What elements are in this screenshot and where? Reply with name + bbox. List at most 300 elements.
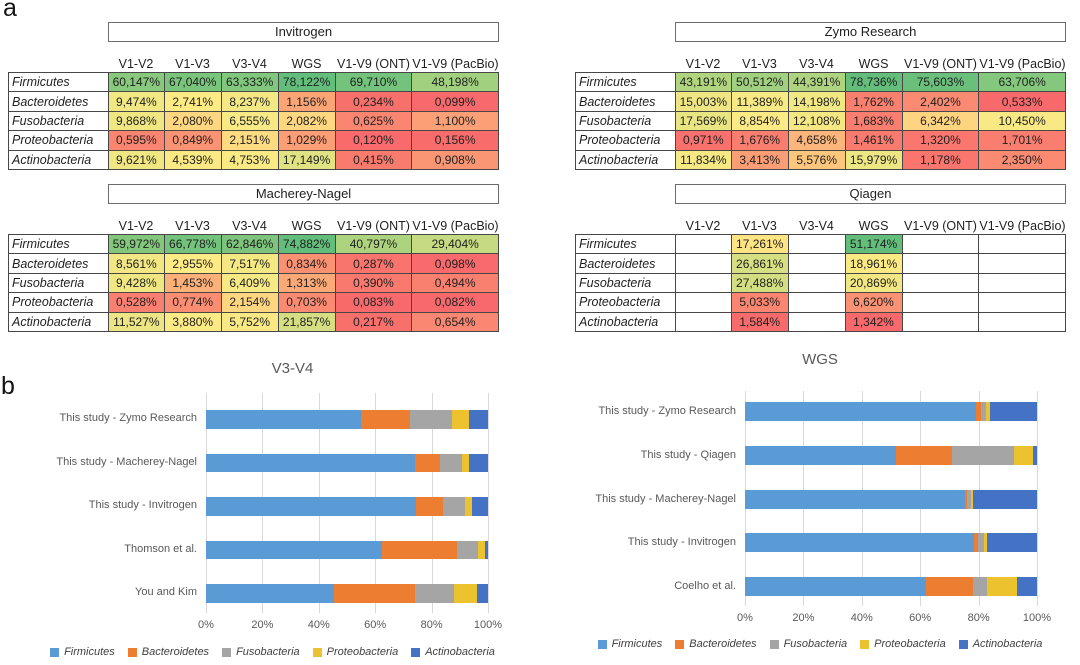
data-grid xyxy=(8,234,499,332)
legend-item xyxy=(128,646,209,658)
table-title: Zymo Research xyxy=(675,22,1066,42)
row-label: Bacteroidetes xyxy=(9,254,109,273)
legend-label: Firmicutes xyxy=(64,646,115,658)
row-label: Actinobacteria xyxy=(576,312,676,331)
value-cell: 1,453% xyxy=(164,273,221,292)
column-header: V1-V2 xyxy=(118,57,154,71)
bar-segment-firmicutes xyxy=(745,490,965,509)
value-cell: 17,569% xyxy=(675,111,731,130)
value-cell: 15,003% xyxy=(675,92,731,111)
value-cell: 78,736% xyxy=(845,73,902,92)
value-cell: 29,404% xyxy=(412,235,499,254)
row-label: Fusobacteria xyxy=(9,111,109,130)
column-header: V3-V4 xyxy=(232,219,267,233)
column-header: V1-V3 xyxy=(742,57,777,71)
value-cell: 1,342% xyxy=(845,312,902,331)
bar-segment-proteobacteria xyxy=(462,454,469,473)
table-row xyxy=(576,235,1066,254)
bar-segment-actinobacteria xyxy=(1033,446,1037,465)
legend-swatch xyxy=(770,640,779,649)
value-cell xyxy=(979,254,1066,273)
row-label: Fusobacteria xyxy=(9,273,109,292)
value-cell: 5,752% xyxy=(221,312,278,331)
value-cell: 0,654% xyxy=(412,312,499,331)
value-cell: 59,972% xyxy=(108,235,164,254)
value-cell: 15,979% xyxy=(845,150,902,169)
value-cell: 14,198% xyxy=(788,92,845,111)
column-header: WGS xyxy=(291,219,322,233)
bar-segment-actinobacteria xyxy=(987,533,1037,552)
table-row xyxy=(576,131,1066,150)
value-cell: 9,428% xyxy=(108,273,164,292)
plot-area xyxy=(56,393,503,631)
value-cell: 63,706% xyxy=(979,73,1066,92)
axis-tick-label: 60% xyxy=(364,619,387,631)
table-row xyxy=(9,131,499,150)
value-cell: 1,676% xyxy=(731,131,788,150)
value-cell: 2,350% xyxy=(979,150,1066,169)
value-cell: 0,120% xyxy=(335,131,412,150)
row-label: Firmicutes xyxy=(9,73,109,92)
bar-segment-bacteroidetes xyxy=(416,497,443,516)
value-cell: 60,147% xyxy=(108,73,164,92)
legend xyxy=(560,638,1080,650)
value-cell: 1,584% xyxy=(731,312,788,331)
value-cell: 1,320% xyxy=(902,131,979,150)
value-cell: 9,474% xyxy=(108,92,164,111)
table-row xyxy=(9,235,499,254)
bar-segment-firmicutes xyxy=(206,410,361,429)
column-header: V1-V9 (ONT) xyxy=(337,219,410,233)
value-cell: 0,098% xyxy=(412,254,499,273)
row-label: Proteobacteria xyxy=(9,131,109,150)
bar-segment-firmicutes xyxy=(745,533,974,552)
bar-segment-firmicutes xyxy=(206,541,382,560)
value-cell xyxy=(979,235,1066,254)
value-cell: 50,512% xyxy=(731,73,788,92)
bar-segment-actinobacteria xyxy=(973,490,1037,509)
bar-segment-bacteroidetes xyxy=(361,410,410,429)
bar-segment-proteobacteria xyxy=(465,497,472,516)
value-cell: 0,533% xyxy=(979,92,1066,111)
plot-area xyxy=(595,391,1052,624)
column-header: WGS xyxy=(291,57,322,71)
value-cell: 5,576% xyxy=(788,150,845,169)
value-cell: 20,869% xyxy=(845,273,902,292)
bar-segment-bacteroidetes xyxy=(896,446,952,465)
value-cell: 75,603% xyxy=(902,73,979,92)
table-row xyxy=(576,111,1066,130)
axis-tick-label: 60% xyxy=(909,612,932,624)
value-cell: 78,122% xyxy=(278,73,335,92)
bar-segment-fusobacteria xyxy=(973,577,988,596)
value-cell: 43,191% xyxy=(675,73,731,92)
stacked-bar xyxy=(745,446,1037,465)
bar-segment-bacteroidetes xyxy=(382,541,457,560)
axis-tick-label: 40% xyxy=(307,619,330,631)
data-grid xyxy=(575,234,1066,332)
stacked-bar xyxy=(206,454,488,473)
value-cell xyxy=(675,293,731,312)
column-header: V1-V9 (ONT) xyxy=(904,57,977,71)
table-title: Qiagen xyxy=(675,184,1066,204)
value-cell xyxy=(979,293,1066,312)
legend-swatch xyxy=(313,648,322,657)
value-cell: 1,313% xyxy=(278,273,335,292)
value-cell: 11,834% xyxy=(675,150,731,169)
value-cell: 6,620% xyxy=(845,293,902,312)
category-label: This study - Zymo Research xyxy=(598,404,736,417)
value-cell: 0,415% xyxy=(335,150,412,169)
category-label: This study - Qiagen xyxy=(640,448,736,461)
column-header: V1-V9 (ONT) xyxy=(337,57,410,71)
column-header: V1-V9 (PacBio) xyxy=(412,57,499,71)
category-label: Coelho et al. xyxy=(674,579,736,592)
axis-tick-label: 100% xyxy=(1022,612,1052,624)
table-title: Invitrogen xyxy=(108,22,499,42)
table-row xyxy=(9,293,499,312)
column-header-row xyxy=(8,213,499,233)
category-label: Thomson et al. xyxy=(124,542,197,555)
bar-segment-firmicutes xyxy=(206,454,415,473)
value-cell: 0,774% xyxy=(164,293,221,312)
value-cell: 21,857% xyxy=(278,312,335,331)
bar-segment-firmicutes xyxy=(745,446,896,465)
value-cell xyxy=(788,235,845,254)
legend-item xyxy=(770,638,848,650)
table-row xyxy=(576,150,1066,169)
axis-tick-label: 100% xyxy=(473,619,503,631)
legend-label: Actinobacteria xyxy=(425,646,495,658)
legend-label: Bacteroidetes xyxy=(689,638,757,650)
value-cell: 0,494% xyxy=(412,273,499,292)
value-cell: 2,154% xyxy=(221,293,278,312)
value-cell: 4,658% xyxy=(788,131,845,150)
value-cell xyxy=(788,312,845,331)
table-row xyxy=(576,273,1066,292)
value-cell: 2,151% xyxy=(221,131,278,150)
stacked-bar xyxy=(745,533,1037,552)
stacked-bar xyxy=(206,410,488,429)
value-cell: 2,082% xyxy=(278,111,335,130)
legend-item xyxy=(222,646,300,658)
value-cell: 2,080% xyxy=(164,111,221,130)
value-cell xyxy=(788,254,845,273)
axis-tick-label: 0% xyxy=(737,612,753,624)
value-cell: 26,861% xyxy=(731,254,788,273)
table-row xyxy=(576,254,1066,273)
value-cell: 8,561% xyxy=(108,254,164,273)
panel-label-b: b xyxy=(1,372,15,400)
legend-swatch xyxy=(128,648,137,657)
bar-segment-proteobacteria xyxy=(452,410,468,429)
row-label: Fusobacteria xyxy=(576,273,676,292)
row-label: Firmicutes xyxy=(9,235,109,254)
value-cell: 11,527% xyxy=(108,312,164,331)
bar-segment-firmicutes xyxy=(745,577,926,596)
axis-tick-label: 80% xyxy=(420,619,443,631)
value-cell: 0,703% xyxy=(278,293,335,312)
chart-v3-v4 xyxy=(0,350,545,665)
bar-segment-actinobacteria xyxy=(469,410,488,429)
bar-segment-actinobacteria xyxy=(990,402,1037,421)
legend-swatch xyxy=(411,648,420,657)
bar-segment-actinobacteria xyxy=(477,584,488,603)
value-cell xyxy=(675,235,731,254)
bar-segment-fusobacteria xyxy=(415,584,454,603)
bar-segment-bacteroidetes xyxy=(926,577,973,596)
category-label: This study - Macherey-Nagel xyxy=(595,492,736,505)
value-cell xyxy=(902,235,979,254)
row-label: Bacteroidetes xyxy=(576,254,676,273)
legend-label: Firmicutes xyxy=(611,638,663,650)
table-qiagen xyxy=(575,184,1066,332)
category-label: This study - Zymo Research xyxy=(59,412,197,425)
table-title: Macherey-Nagel xyxy=(108,184,499,204)
column-header: V3-V4 xyxy=(799,57,834,71)
value-cell: 0,595% xyxy=(108,131,164,150)
value-cell: 1,762% xyxy=(845,92,902,111)
stacked-bar xyxy=(745,490,1037,509)
category-label: This study - Invitrogen xyxy=(627,535,736,548)
value-cell: 3,413% xyxy=(731,150,788,169)
value-cell: 0,217% xyxy=(335,312,412,331)
panel-label-a: a xyxy=(3,0,17,22)
legend-item xyxy=(860,638,946,650)
value-cell xyxy=(675,273,731,292)
value-cell: 62,846% xyxy=(221,235,278,254)
value-cell: 48,198% xyxy=(412,73,499,92)
bar-segment-actinobacteria xyxy=(1017,577,1037,596)
value-cell: 6,342% xyxy=(902,111,979,130)
row-label: Actinobacteria xyxy=(576,150,676,169)
row-label: Fusobacteria xyxy=(576,111,676,130)
chart-wgs xyxy=(560,348,1080,665)
legend-swatch xyxy=(50,648,59,657)
value-cell: 6,409% xyxy=(221,273,278,292)
row-label: Firmicutes xyxy=(576,235,676,254)
value-cell: 66,778% xyxy=(164,235,221,254)
data-grid xyxy=(575,72,1066,170)
value-cell: 0,625% xyxy=(335,111,412,130)
category-label: You and Kim xyxy=(135,586,197,599)
row-label: Proteobacteria xyxy=(576,293,676,312)
value-cell xyxy=(902,273,979,292)
value-cell: 17,149% xyxy=(278,150,335,169)
bar-segment-proteobacteria xyxy=(454,584,477,603)
row-label: Firmicutes xyxy=(576,73,676,92)
value-cell xyxy=(902,293,979,312)
category-label: This study - Macherey-Nagel xyxy=(56,455,197,468)
legend-item xyxy=(313,646,399,658)
bar-segment-actinobacteria xyxy=(485,541,488,560)
value-cell: 10,450% xyxy=(979,111,1066,130)
table-invitrogen xyxy=(8,22,499,170)
value-cell: 69,710% xyxy=(335,73,412,92)
row-label: Bacteroidetes xyxy=(9,92,109,111)
row-label: Bacteroidetes xyxy=(576,92,676,111)
stacked-bar xyxy=(745,402,1037,421)
stacked-bar xyxy=(206,584,488,603)
legend-label: Bacteroidetes xyxy=(141,646,210,658)
legend-swatch xyxy=(222,648,231,657)
value-cell: 67,040% xyxy=(164,73,221,92)
bar-segment-firmicutes xyxy=(206,497,416,516)
column-header: V1-V2 xyxy=(685,57,721,71)
legend-item xyxy=(675,638,756,650)
legend-label: Proteobacteria xyxy=(326,646,399,658)
stacked-bar xyxy=(745,577,1037,596)
table-row xyxy=(576,73,1066,92)
column-header: V3-V4 xyxy=(799,219,834,233)
legend-swatch xyxy=(860,640,869,649)
bar-segment-proteobacteria xyxy=(987,577,1016,596)
value-cell: 1,701% xyxy=(979,131,1066,150)
column-header: V1-V9 (PacBio) xyxy=(412,219,499,233)
value-cell xyxy=(979,273,1066,292)
chart-title: WGS xyxy=(802,351,838,368)
column-header: V1-V3 xyxy=(175,219,210,233)
bar-segment-fusobacteria xyxy=(410,410,452,429)
legend xyxy=(0,646,545,658)
legend-label: Fusobacteria xyxy=(783,638,848,650)
column-header: V1-V2 xyxy=(118,219,154,233)
legend-item xyxy=(598,638,663,650)
category-label: This study - Invitrogen xyxy=(88,499,197,512)
column-header: V1-V3 xyxy=(742,219,777,233)
value-cell: 0,908% xyxy=(412,150,499,169)
value-cell: 9,868% xyxy=(108,111,164,130)
axis-tick-label: 20% xyxy=(792,612,815,624)
value-cell: 1,461% xyxy=(845,131,902,150)
bar-segment-proteobacteria xyxy=(478,541,485,560)
bar-segment-fusobacteria xyxy=(443,497,465,516)
value-cell: 1,100% xyxy=(412,111,499,130)
value-cell xyxy=(675,254,731,273)
value-cell: 3,880% xyxy=(164,312,221,331)
column-header: WGS xyxy=(858,219,889,233)
value-cell xyxy=(675,312,731,331)
value-cell xyxy=(788,273,845,292)
value-cell: 2,741% xyxy=(164,92,221,111)
column-header: V1-V9 (ONT) xyxy=(904,219,977,233)
row-label: Actinobacteria xyxy=(9,150,109,169)
value-cell: 1,683% xyxy=(845,111,902,130)
column-header-row xyxy=(575,51,1066,71)
value-cell: 74,882% xyxy=(278,235,335,254)
value-cell: 40,797% xyxy=(335,235,412,254)
bar-segment-bacteroidetes xyxy=(334,584,414,603)
column-header: WGS xyxy=(858,57,889,71)
column-header-row xyxy=(8,51,499,71)
table-row xyxy=(576,312,1066,331)
bar-segment-proteobacteria xyxy=(1014,446,1034,465)
bar-segment-fusobacteria xyxy=(457,541,478,560)
value-cell: 11,389% xyxy=(731,92,788,111)
table-zymo-research xyxy=(575,22,1066,170)
value-cell: 0,971% xyxy=(675,131,731,150)
gridline xyxy=(488,393,489,613)
column-header: V1-V9 (PacBio) xyxy=(979,219,1066,233)
value-cell: 0,156% xyxy=(412,131,499,150)
legend-label: Actinobacteria xyxy=(972,638,1043,650)
bar-segment-firmicutes xyxy=(745,402,976,421)
value-cell: 27,488% xyxy=(731,273,788,292)
row-label: Proteobacteria xyxy=(576,131,676,150)
legend-label: Fusobacteria xyxy=(236,646,300,658)
value-cell xyxy=(979,312,1066,331)
table-row xyxy=(9,111,499,130)
table-row xyxy=(9,92,499,111)
table-row xyxy=(9,273,499,292)
value-cell: 63,333% xyxy=(221,73,278,92)
value-cell: 1,178% xyxy=(902,150,979,169)
bar-segment-firmicutes xyxy=(206,584,334,603)
value-cell xyxy=(788,293,845,312)
column-header: V3-V4 xyxy=(232,57,267,71)
bar-segment-actinobacteria xyxy=(469,454,488,473)
value-cell: 0,082% xyxy=(412,293,499,312)
stacked-bar xyxy=(206,497,488,516)
value-cell: 0,099% xyxy=(412,92,499,111)
stacked-bar xyxy=(206,541,488,560)
value-cell: 4,539% xyxy=(164,150,221,169)
column-header-row xyxy=(575,213,1066,233)
value-cell xyxy=(902,312,979,331)
legend-label: Proteobacteria xyxy=(874,638,946,650)
value-cell: 0,234% xyxy=(335,92,412,111)
value-cell: 0,834% xyxy=(278,254,335,273)
table-row xyxy=(9,73,499,92)
bar-segment-bacteroidetes xyxy=(415,454,440,473)
legend-swatch xyxy=(598,640,607,649)
bar-segment-fusobacteria xyxy=(440,454,461,473)
table-macherey-nagel xyxy=(8,184,499,332)
value-cell xyxy=(902,254,979,273)
value-cell: 6,555% xyxy=(221,111,278,130)
gridline xyxy=(1037,391,1038,606)
legend-item xyxy=(411,646,495,658)
chart-title: V3-V4 xyxy=(271,360,314,377)
axis-tick-label: 0% xyxy=(198,619,214,631)
legend-item xyxy=(50,646,115,658)
table-row xyxy=(9,150,499,169)
legend-swatch xyxy=(959,640,968,649)
column-header: V1-V9 (PacBio) xyxy=(979,57,1066,71)
value-cell: 5,033% xyxy=(731,293,788,312)
data-grid xyxy=(8,72,499,170)
axis-tick-label: 80% xyxy=(967,612,990,624)
value-cell: 2,402% xyxy=(902,92,979,111)
value-cell: 0,390% xyxy=(335,273,412,292)
bar-segment-actinobacteria xyxy=(472,497,488,516)
value-cell: 9,621% xyxy=(108,150,164,169)
value-cell: 51,174% xyxy=(845,235,902,254)
row-label: Proteobacteria xyxy=(9,293,109,312)
value-cell: 0,083% xyxy=(335,293,412,312)
value-cell: 2,955% xyxy=(164,254,221,273)
table-row xyxy=(9,254,499,273)
value-cell: 17,261% xyxy=(731,235,788,254)
value-cell: 8,854% xyxy=(731,111,788,130)
table-row xyxy=(9,312,499,331)
column-header: V1-V2 xyxy=(685,219,721,233)
value-cell: 1,156% xyxy=(278,92,335,111)
value-cell: 44,391% xyxy=(788,73,845,92)
value-cell: 18,961% xyxy=(845,254,902,273)
legend-swatch xyxy=(675,640,684,649)
table-row xyxy=(576,92,1066,111)
